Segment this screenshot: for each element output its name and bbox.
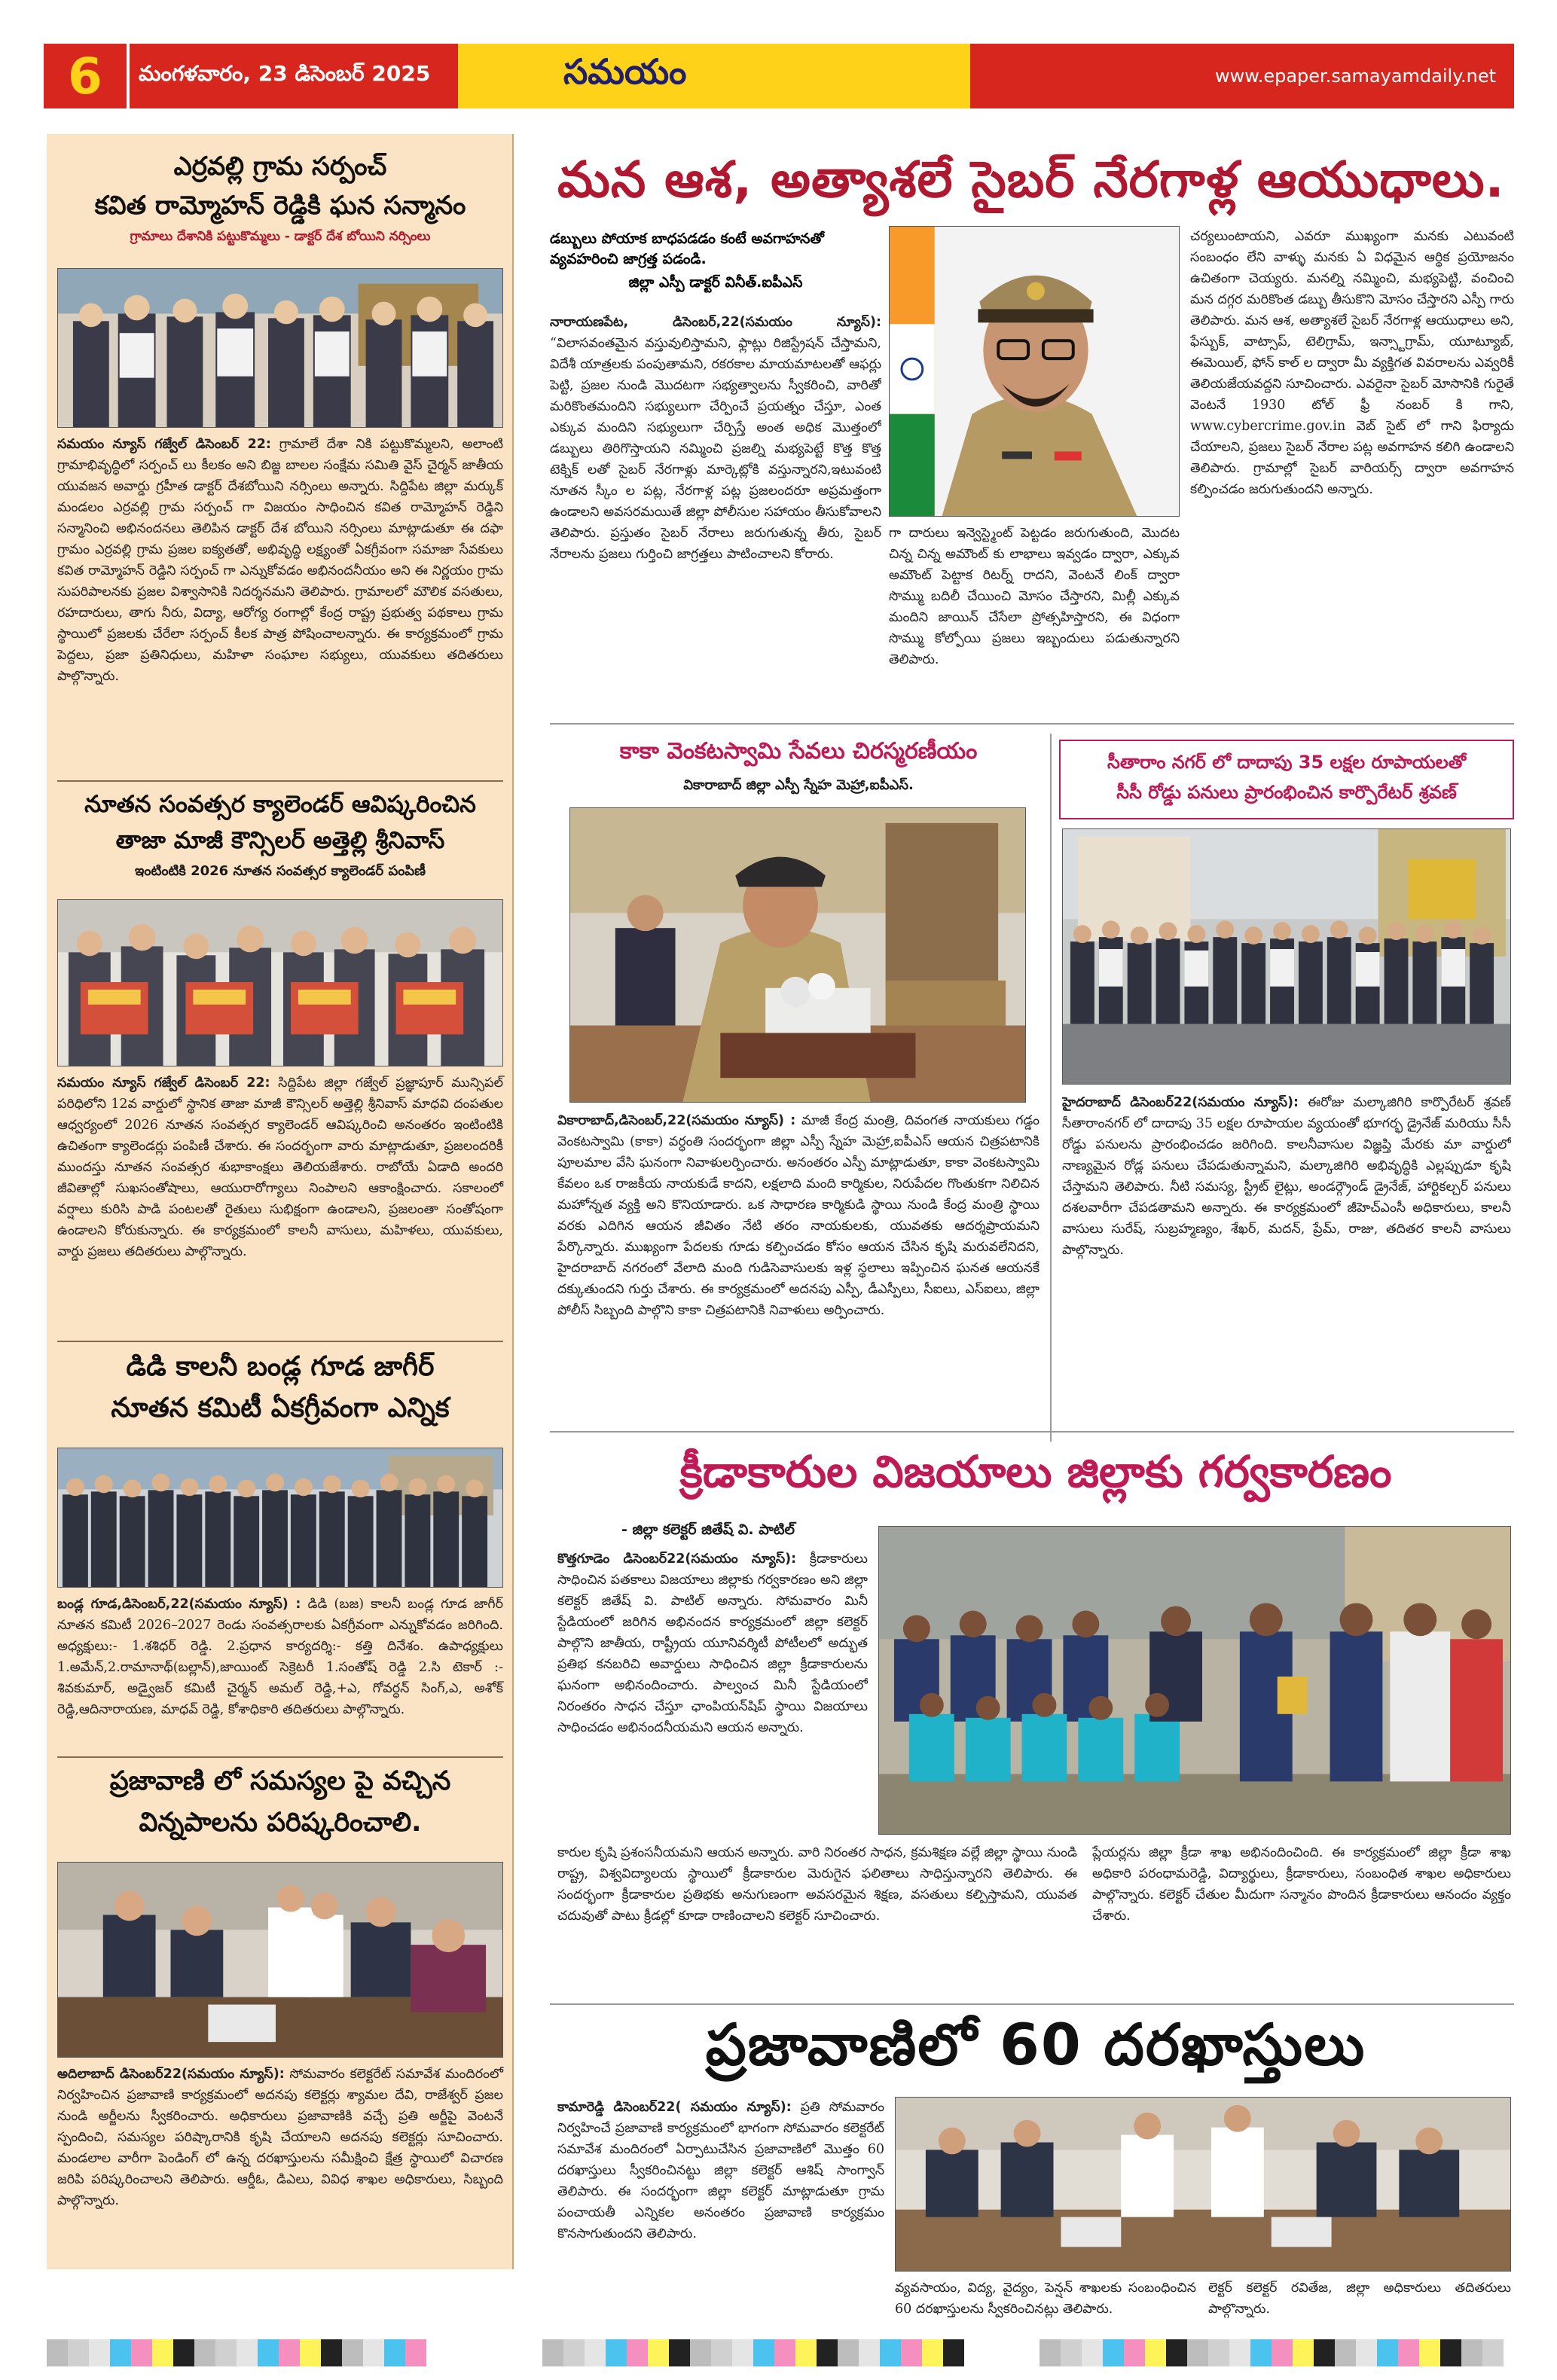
story-sarpanch-dateline: సమయం న్యూస్ గజ్వేల్ డిసెంబర్ 22: bbox=[57, 437, 271, 452]
road-headline-1: సీతారాం నగర్ లో దాదాపు 35 లక్షల రూపాయలతో bbox=[1107, 752, 1467, 773]
cyber-subhead bbox=[550, 230, 881, 294]
story-calendar-subhead: ఇంటింటికి 2026 నూతన సంవత్సర క్యాలెండర్ పంపిణీ bbox=[134, 863, 426, 879]
kaka-heading bbox=[557, 738, 1040, 796]
story-prajavani-left-headline-2: విన్నపాలను పరిష్కరించాలి. bbox=[139, 1808, 422, 1838]
kaka-body bbox=[557, 1110, 1040, 1464]
story-committee-photo bbox=[57, 1448, 503, 1588]
kaka-photo bbox=[569, 807, 1026, 1103]
sports-photo bbox=[878, 1526, 1511, 1835]
divider-prajavani bbox=[550, 2003, 1514, 2005]
story-prajavani-left-headline-1: ప్రజావాణి లో సమస్యల పై వచ్చిన bbox=[109, 1766, 451, 1796]
prajavani60-text: ప్రతి సోమవారం నిర్వహించే ప్రజావాణి కార్యక్రమంలో భాగంగా సోమవారం కలెక్టరేట్ సమావేశ మందిరంలో ఏర్పాటుచేసిన ప్రజావాణిలో మొత్తం 60 దరఖాస్తులు స్వీకరించినట్టు జిల్లా కలెక్టర్ ఆశిష్ సాంగ్వాన్ తెలిపారు. ఈ సందర్భంగా జిల్లా కలెక్టర్ మాట్లాడుతూ గ్రామ పంచాయతీ ఎన్నికల అనంతరం ప్రజావాణి కార్యక్రమం కొనసాగుతుందని తెలిపారు. bbox=[557, 2100, 884, 2241]
story-calendar-dateline: సమయం న్యూస్ గజ్వేల్ డిసెంబర్ 22: bbox=[57, 1076, 270, 1091]
story-sarpanch bbox=[57, 148, 503, 247]
divider-kaka-road bbox=[1050, 734, 1052, 1442]
page-header bbox=[44, 44, 1514, 108]
story-calendar-body bbox=[57, 1073, 503, 1262]
story-prajavani-left-text: సోమవారం కలెక్టరేట్ సమావేశ మందిరంలో నిర్వహించిన ప్రజావాణి కార్యక్రమంలో అదనపు కలెక్టర్లు శ్యామల దేవి, రాజేశ్వర్ ప్రజల నుండి అర్జీలను స్వీకరించారు. అధికారులు ప్రజావాణికి వచ్చే ప్రతి అర్జీపై వెంటనే స్పందించి, సమస్యల పరిష్కారానికి కృషి చేయాలని అదనపు కలెక్టర్లు సూచించారు. మండలాల వారీగా పెండింగ్ లో ఉన్న దరఖాస్తులను సమీక్షించి క్షేత్ర స్థాయిలో విచారణ జరిపి పరిష్కరించాలని తెలిపారు. ఆర్డీఓ, డిఎలు, వివిధ శాఖల అధికారులు, సిబ్బంది పాల్గొన్నారు. bbox=[57, 2067, 503, 2208]
sports-body-top bbox=[557, 1549, 868, 1835]
story-committee-text: డిడి (బజ) కాలనీ బండ్ల గూడ జాగీర్ నూతన కమిటీ 2026–2027 రెండు సంవత్సరాలకు ఏకగ్రీవంగా ఎన్నుకోవడం జరిగింది. అధ్యక్షులు:- 1.శశిధర్ రెడ్డి. 2.ప్రధాన కార్యదర్శి:- కత్తి దినేశం. ఉపాధ్యక్షులు 1.అమేన్,2.రామానాథ్(బల్లాన్),జాయింట్ సెక్రెటరీ 1.సంతోష్ రెడ్డి 2.సి టెకార్ :- శివకుమార్, అడ్వైజర్ కమిటీ చైర్మన్ అమల్ రెడ్డి,+ఎ, గోవర్ధన్ సింగ్,ఎ, అశోక్ రెడ్డి,ఆదినారాయణ, మాధవ్ రెడ్డి, కోశాధికారి తదితరులు పాల్గొన్నారు. bbox=[57, 1597, 503, 1717]
color-registration-strip-1 bbox=[47, 2339, 426, 2366]
prajavani60-body-bottom-right bbox=[1208, 2278, 1511, 2324]
cyber-headline: మన ఆశ, అత్యాశలే సైబర్ నేరగాళ్ల ఆయుధాలు. bbox=[557, 151, 1505, 209]
cyber-body-right bbox=[1190, 226, 1514, 711]
cyber-text-right: చర్యలుంటాయని, ఎవరూ ముఖ్యంగా మనకు ఎటువంటి సంబంధం లేని వాళ్ళు మనకు ఏ విధమైన ఆర్థిక ప్రయోజనం ఉచితంగా చెయ్యరు. మనల్ని నమ్మించి, మభ్యపెట్టి, వంచించి మన దగ్గర మరికొంత డబ్బు తీసుకొని మోసం చేస్తారని ఎస్పీ గారు తెలిపారు. మన ఆశ, అత్యాశలే సైబర్ నేరగాళ్ల ఆయుధాలు అని, ఫేస్బుక్, వాట్సాప్, టెలిగ్రామ్, ఇన్స్టాగ్రామ్, యూట్యూబ్, ఈమెయిల్, ఫోన్ కాల్ ల ద్వారా మీ వ్యక్తిగత వివరాలను ఎవ్వరికీ తెలియజేయవద్దని సూచించారు. ఎవరైనా సైబర్ మోసానికి గురైతే వెంటనే 1930 టోల్ ఫ్రీ నంబర్ కి గాని, www.cybercrime.gov.in వెబ్ సైట్ లో గాని ఫిర్యాదు చేయాలని, ప్రజలు సైబర్ నేరాల పట్ల అవగాహన కలిగి ఉండాలని తెలిపారు. గ్రామాల్లో సైబర్ వారియర్స్ ద్వారా అవగాహన కల్పించడం జరుగుతుందని అన్నారు. bbox=[1190, 229, 1514, 497]
story-prajavani-left-photo bbox=[57, 1862, 503, 2058]
issue-date: మంగళవారం, 23 డిసెంబర్ 2025 bbox=[127, 44, 458, 108]
divider-sports bbox=[550, 1431, 1514, 1433]
cyber-text-left: “విలాసవంతమైన వస్తువులిస్తామని, ఫ్లాట్లు రిజిస్ట్రేషన్ చేస్తామని, విదేశీ యాత్రలకు పంపుతామని, రకరకాల మాయమాటలతో ఆఫర్లు పెట్టి, ప్రజల నుండి మొదటగా సభ్యత్వాలను స్వీకరించి, వారితో మరికొంతమందిని సభ్యులుగా చేర్పించే ప్రయత్నం చేస్తూ, ఎంత ఎక్కువ మందిని సభ్యులుగా చేర్పిస్తే అంత అధిక మొత్తంలో డబ్బులు తిరిగొస్తాయని నమ్మించి ప్రజల్ని మభ్యపెట్టే కొత్త కొత్త టెక్నిక్ లతో సైబర్ నేరగాళ్లు మార్కెట్లోకి వస్తున్నారని,ఇటువంటి నూతన స్కీం ల పట్ల, నేరగాళ్ల పట్ల ప్రజలందరూ అప్రమత్తంగా ఉండాలని అవసరమయితే జిల్లా పోలీసుల సహాయం తీసుకోవాలని తెలిపారు. ప్రస్తుతం సైబర్ నేరాలు జరుగుతున్న తీరు, సైబర్ నేరాలను ప్రజలు గుర్తించి జాగ్రత్తలు పాటించాలని కోరారు. bbox=[550, 336, 881, 562]
cyber-sp-photo bbox=[889, 226, 1180, 517]
kaka-headline: కాకా వెంకటస్వామి సేవలు చిరస్మరణీయం bbox=[619, 738, 978, 764]
cyber-dateline: నారాయణపేట, డిసెంబర్,22(సమయం న్యూస్): bbox=[550, 315, 881, 330]
color-registration-strip-3 bbox=[1040, 2339, 1504, 2366]
cyber-subhead-1: డబ్బులు పోయాక బాధపడడం కంటే అవగాహనతో bbox=[550, 230, 824, 247]
kaka-subhead: వికారాబాద్ జిల్లా ఎస్పీ స్నేహ మెహ్రా,ఐపీఎస్. bbox=[683, 777, 914, 793]
prajavani60-body-bottom-left bbox=[895, 2278, 1196, 2324]
story-committee-dateline: బండ్ల గూడ,డిసెంబర్,22(సమయం న్యూస్) : bbox=[57, 1597, 301, 1612]
story-calendar-headline-1: నూతన సంవత్సర క్యాలెండర్ ఆవిష్కరించిన bbox=[84, 791, 476, 818]
road-heading bbox=[1059, 740, 1514, 819]
sports-text-bottom-left: కారుల కృషి ప్రశంసనీయమని ఆయన అన్నారు. వారి నిరంతర సాధన, క్రమశిక్షణ వల్లే జిల్లా స్థాయి నుండి రాష్ట్ర, విశ్వవిద్యాలయ స్థాయిలో క్రీడాకారుల మెరుగైన ఫలితాలు సాధిస్తున్నారని తెలిపారు. ఈ సందర్భంగా క్రీడాకారుల ప్రతిభకు అనుగుణంగా అవసరమైన శిక్షణ, వసతులు కల్పిస్తామని, యువత చదువుతో పాటు క్రీడల్లో కూడా రాణించాలని కలెక్టర్ సూచించారు. bbox=[557, 1845, 1077, 1924]
road-dateline: హైదరాబాద్ డిసెంబర్22(సమయం న్యూస్): bbox=[1062, 1095, 1299, 1110]
left-separator-2 bbox=[57, 1341, 503, 1342]
prajavani60-text-bottom-left: వ్యవసాయం, విద్య, వైద్యం, పెన్షన్ శాఖలకు సంబంధించిన 60 దరఖాస్తులను స్వీకరించినట్లు తెలిపారు. bbox=[895, 2281, 1196, 2317]
story-committee-body bbox=[57, 1594, 503, 1720]
sports-text-top: క్రీడాకారులు సాధించిన పతకాలు విజయాలు జిల్లాకు గర్వకారణం అని జిల్లా కలెక్టర్ జితేష్ వి. పాటిల్ అన్నారు. సోమవారం మినీ స్టేడియంలో జరిగిన అభినందన కార్యక్రమంలో జిల్లా కలెక్టర్ పాల్గొని జాతీయ, రాష్ట్రీయ యూనివర్శిటీ పోటీలలో అద్భుత ప్రతిభ కనబరిచి అవార్డులు సాధించిన జిల్లా క్రీడాకారులను ఘనంగా అభినందించారు. పాల్వంచ మినీ స్టేడియంలో నిరంతరం సాధన చేస్తూ ఛాంపియన్‌షిప్ స్థాయి విజయాలు సాధించడం అభినందనీయమని ఆయన అన్నారు. bbox=[557, 1552, 868, 1735]
story-calendar-photo bbox=[57, 899, 503, 1066]
road-headline-2: సీసీ రోడ్డు పనులు ప్రారంభించిన కార్పొరేటర్ శ్రవణ్ bbox=[1116, 782, 1457, 803]
page-number: 6 bbox=[44, 44, 127, 108]
prajavani60-dateline: కామారెడ్డి డిసెంబర్22( సమయం న్యూస్): bbox=[557, 2100, 792, 2115]
prajavani60-body bbox=[557, 2097, 884, 2276]
story-sarpanch-headline-1: ఎర్రవల్లి గ్రామ సర్పంచ్ bbox=[173, 151, 387, 182]
left-separator-1 bbox=[57, 780, 503, 782]
sports-body-bottom-right bbox=[1092, 1842, 1511, 1993]
story-prajavani-left bbox=[57, 1761, 503, 1844]
story-sarpanch-headline-2: కవిత రామ్మోహన్ రెడ్డికి ఘన సన్మానం bbox=[94, 191, 466, 221]
left-separator-3 bbox=[57, 1756, 503, 1758]
divider-cyber bbox=[550, 723, 1514, 725]
kaka-text: మాజీ కేంద్ర మంత్రి, దివంగత నాయకులు గడ్డం వెంకటస్వామి (కాకా) వర్ధంతి సందర్భంగా జిల్లా ఎస్పీ స్నేహ మెహ్రా,ఐపీఎస్ ఆయన చిత్రపటానికి పూలమాల వేసి ఘనంగా నివాళులర్పించారు. అనంతరం ఎస్పీ మాట్లాడుతూ, కాకా వెంకటస్వామి కేవలం ఒక రాజకీయ నాయకుడే కాదని, లక్షలాది మంది కార్మికుల, నిరుపేదల గొంతుకగా నిలిచిన మహోన్నత వ్యక్తి అని కొనియాడారు. ఒక సాధారణ కార్మికుడి స్థాయి నుండి కేంద్ర మంత్రి స్థాయి వరకు ఎదిగిన ఆయన జీవితం నేటి తరం నాయకులకు, యువతకు ఆదర్శప్రాయమని పేర్కొన్నారు. ముఖ్యంగా పేదలకు గూడు కల్పించడం కోసం ఆయన చేసిన కృషి మరువలేనిదని, హైదరాబాద్ నగరంలో వేలాది మంది గుడిసెవాసులకు ఇళ్ల స్థలాలు ఇప్పించిన ఘనత ఆయనకే దక్కుతుందని గుర్తు చేశారు. ఈ కార్యక్రమంలో అదనపు ఎస్పీ, డీఎస్పీలు, సీఐలు, ఎస్ఐలు, జిల్లా పోలీస్ సిబ్బంది పాల్గొని కాకా చిత్రపటానికి నివాళులు అర్పించారు. bbox=[557, 1113, 1040, 1318]
sports-dateline: కొత్తగూడెం డిసెంబర్22(సమయం న్యూస్): bbox=[557, 1552, 797, 1567]
story-calendar bbox=[57, 786, 503, 882]
cyber-subhead-3: జిల్లా ఎస్పీ డాక్టర్ వినీత్.ఐపీఎస్ bbox=[628, 274, 803, 291]
road-text: ఈరోజు మల్కాజిగిరి కార్పొరేటర్ శ్రవణ్ సీతారాంనగర్ లో దాదాపు 35 లక్షల రూపాయల వ్యయంతో భూగర్భ డ్రైనేజ్ మరియు సీసీ రోడ్డు పనులను ప్రారంభించడం జరిగింది. కాలనీవాసుల విజ్ఞప్తి మేరకు మా వార్డులో నాణ్యమైన రోడ్ల పనులు చేపడుతున్నామని, మల్కాజిగిరి అభివృద్ధికి ఎల్లప్పుడూ కృషి చేస్తామని తెలిపారు. నీటి సమస్య, స్ట్రీట్ లైట్లు, అండర్గ్రౌండ్ డ్రైనేజ్, హార్టికల్చర్ పనులు దశలవారీగా చేపడతామని అన్నారు. ఈ కార్యక్రమంలో జీహెచ్ఎంసీ అధికారులు, కాలనీ వాసులు సురేష్, సుబ్రహ్మణ్యం, శేఖర్, మదన్, ప్రేమ్, రాజు, తదితర కాలనీ వాసులు పాల్గొన్నారు. bbox=[1062, 1095, 1511, 1258]
sports-text-bottom-right: ప్లేయర్లను జిల్లా క్రీడా శాఖ అభినందించింది. ఈ కార్యక్రమంలో జిల్లా క్రీడా శాఖ అధికారి పరంధామరెడ్డి, విద్యార్థులు, క్రీడాకారులు, సంబంధిత శాఖల అధికారులు పాల్గొన్నారు. కలెక్టర్ చేతుల మీదుగా సన్మానం పొందిన క్రీడాకారులు ఆనందం వ్యక్తం చేశారు. bbox=[1092, 1845, 1511, 1924]
cyber-body-under-photo bbox=[889, 523, 1180, 711]
story-sarpanch-subhead: గ్రామాలు దేశానికి పట్టుకొమ్మలు - డాక్టర్ దేశ బోయిని నర్సింలు bbox=[130, 229, 431, 244]
road-body bbox=[1062, 1092, 1511, 1439]
sports-subhead: - జిల్లా కలెక్టర్ జితేష్ వి. పాటిల్ bbox=[621, 1521, 795, 1538]
prajavani60-text-bottom-right: లెక్టర్ కలెక్టర్ రవితేజ, జిల్లా అధికారులు తదితరులు పాల్గొన్నారు. bbox=[1208, 2281, 1511, 2317]
newspaper-brand: సమయం bbox=[458, 44, 970, 108]
kaka-dateline: వికారాబాద్,డిసెంబర్,22(సమయం న్యూస్) : bbox=[557, 1113, 796, 1128]
story-committee bbox=[57, 1347, 503, 1430]
road-photo bbox=[1062, 828, 1511, 1085]
prajavani60-photo bbox=[895, 2097, 1511, 2272]
story-committee-headline-1: డిడి కాలనీ బండ్ల గూడ జాగీర్ bbox=[126, 1351, 435, 1382]
sports-headline: క్రీడాకారుల విజయాలు జిల్లాకు గర్వకారణం bbox=[679, 1446, 1392, 1497]
cyber-text-under: గా దారులు ఇన్వెస్ట్మెంట్ పెట్టడం జరుగుతుంది, మొదట చిన్న చిన్న అమౌంట్ కు లాభాలు ఇవ్వడం ద్వారా, ఎక్కువ అమౌంట్ పెట్టాక రిటర్న్ రాదని, వెంటనే లింక్ ద్వారా సొమ్ము బదిలీ చేయించి మోసం చేస్తారని, మిల్లీ ఎక్కువ మందిని జాయిన్ చేసేలా ప్రోత్సహిస్తారని, ఈ విధంగా సొమ్ము కోల్పోయి ప్రజలు ఇబ్బందులు పడుతున్నారని తెలిపారు. bbox=[889, 526, 1180, 667]
cyber-body-left bbox=[550, 312, 881, 711]
prajavani60-headline: ప్రజావాణిలో 60 దరఖాస్తులు bbox=[705, 2011, 1366, 2078]
story-committee-headline-2: నూతన కమిటీ ఏకగ్రీవంగా ఎన్నిక bbox=[111, 1393, 450, 1423]
story-sarpanch-text: గ్రామాలే దేశా నికి పట్టుకొమ్మలని, అలాంటి గ్రామాభివృద్ధిలో సర్పంచ్ లు కీలకం అని బిజ్జ బాలల సంక్షేమ సమితి వైస్ చైర్మన్ జాతీయ యువజన అవార్డు గ్రహీత డాక్టర్ దేశబోయిని నర్సింలు అన్నారు. సిద్దిపేట జిల్లా మర్కుక్ మండలం ఎర్రవల్లి గ్రామ సర్పంచ్ గా విజయం సాధించిన కవిత రామ్మోహన్ రెడ్డిని సన్మానించి అభినందనలు తెలిపిన డాక్టర్ దేశ బోయిని నర్సింలు మాట్లాడుతూ ఈ దఫా గ్రామం ఎర్రవల్లి గ్రామ ప్రజల ఐక్యతతో, అభివృద్ధి లక్ష్యంతో ఏకగ్రీవంగా సమాజా సేవకులు కవిత రామ్మోహన్ రెడ్డిని సర్పంచ్ గా ఎన్నుకోవడం అభినందనీయం అని ఈ నిర్ణయం గ్రామ సుపరిపాలనకు ప్రజల విశ్వాసానికి నిదర్శనమని తెలిపారు. గ్రామాలలో మౌలిక వసతులు, రహదారులు, తాగు నీరు, విద్యా, ఆరోగ్య రంగాల్లో కేంద్ర రాష్ట్ర ప్రభుత్వ పథకాలు గ్రామ స్థాయిలో ప్రజలకు చేరేలా సర్పంచ్ కీలక పాత్ర పోషించాలన్నారు. ఈ కార్యక్రమంలో గ్రామ పెద్దలు, ప్రజా ప్రతినిధులు, మహిళా సంఘాల సభ్యులు, యువకులు తదితరులు పాల్గొన్నారు. bbox=[57, 437, 503, 684]
story-calendar-headline-2: తాజా మాజీ కౌన్సిలర్ అత్తెల్లి శ్రీనివాస్ bbox=[115, 827, 445, 854]
story-prajavani-left-dateline: అదిలాబాద్ డిసెంబర్22(సమయం న్యూస్): bbox=[57, 2067, 285, 2082]
cyber-subhead-2: వ్యవహరించి జాగ్రత్త పడండి. bbox=[550, 251, 707, 267]
story-sarpanch-body bbox=[57, 434, 503, 687]
epaper-url[interactable]: www.epaper.samayamdaily.net bbox=[970, 44, 1514, 108]
color-registration-strip-2 bbox=[542, 2339, 964, 2366]
story-calendar-text: సిద్దిపేట జిల్లా గజ్వేల్ ప్రజ్ఞాపూర్ మున్సిపల్ పరిధిలోని 12వ వార్డులో స్థానిక తాజా మాజీ కౌన్సిలర్ అత్తెల్లి శ్రీనివాస్ మాధవి దంపతుల ఆధ్వర్యంలో 2026 నూతన సంవత్సర క్యాలెండర్ ఆవిష్కరించి అనంతరం ఇంటింటికి ఉచితంగా క్యాలెండర్లు పంపిణీ చేశారు. ఈ సందర్భంగా వారు మాట్లాడుతూ, ప్రజలందరికీ ముందస్తు నూతన సంవత్సర శుభాకాంక్షలు తెలియజేశారు. రాబోయే ఏడాది అందరి జీవితాల్లో సుఖసంతోషాలు, ఆయురారోగ్యాలు నింపాలని ఆకాంక్షించారు. సకాలంలో వర్షాలు కురిసి పాడి పంటలతో రైతులు సుభిక్షంగా ఉండాలని, ప్రజలంతా సంతోషంగా ఉండాలని కోరుకున్నారు. ఈ కార్యక్రమంలో కాలనీ వాసులు, మహిళలు, యువకులు, వార్డు ప్రజలు తదితరులు పాల్గొన్నారు. bbox=[57, 1076, 503, 1259]
story-sarpanch-photo bbox=[57, 268, 503, 428]
left-column bbox=[47, 134, 514, 2269]
story-prajavani-left-body bbox=[57, 2064, 503, 2211]
sports-body-bottom-left bbox=[557, 1842, 1077, 1993]
